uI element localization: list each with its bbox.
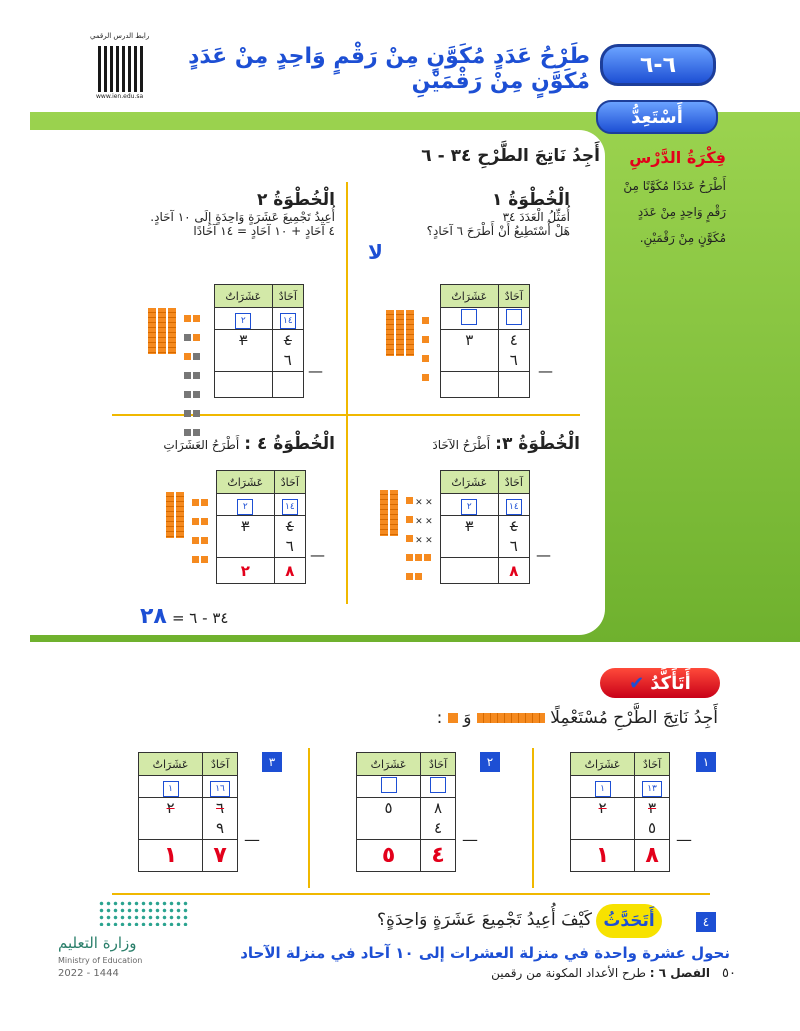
ones-regroup-box xyxy=(430,777,446,793)
ten-rod-icon xyxy=(477,713,545,723)
tens-header: عَشَرَاتٌ xyxy=(215,285,273,308)
check-instruction xyxy=(380,708,718,728)
result-tens: ٢ xyxy=(217,558,275,584)
explore-badge: أَسْتَعِدُّ xyxy=(596,100,718,134)
ones-header: آحَادٌ xyxy=(203,753,238,776)
explore-task: أَجِدُ نَاتِجَ الطَّرْحِ ٣٤ - ٦ xyxy=(421,146,600,166)
unit-cube-icon xyxy=(448,713,458,723)
subtrahend: ٦ xyxy=(498,536,529,558)
ones-digit: ٦ xyxy=(203,798,238,818)
step-2-table xyxy=(214,284,304,398)
tens-digit: ٣ xyxy=(441,516,499,536)
tens-regroup-box: ١ xyxy=(595,781,611,797)
tens-digit: ٣ xyxy=(217,516,275,536)
tens-header: عَشَرَاتٌ xyxy=(571,753,635,776)
lesson-idea-title: فِكْرَةُ الدَّرْسِ xyxy=(629,148,726,167)
result-value: ٢٨ xyxy=(140,604,167,629)
lesson-idea-text: أَطْرَحُ عَدَدًا مُكَوَّنًا مِنْ رَقْمٍ وَاحِدٍ مِنْ عَدَدٍ مُكَوَّنٍ مِنْ رَقْمَيْنِ. xyxy=(623,179,726,245)
tens-digit: ٣ xyxy=(441,330,499,350)
step-4-text: أَطْرَحُ العَشَرَاتِ xyxy=(163,438,240,452)
chapter-footer xyxy=(440,966,710,980)
ones-digit: ٨ xyxy=(421,798,456,818)
ones-header: آحَادٌ xyxy=(272,285,303,308)
ministry-name-en: Ministry of Education xyxy=(58,956,143,965)
exercise-3-number: ٣ xyxy=(262,752,282,772)
answer-ones[interactable]: ٨ xyxy=(635,840,670,872)
exercise-2-number: ٢ xyxy=(480,752,500,772)
tens-header: عَشَرَاتٌ xyxy=(441,285,499,308)
step-1-blocks-icon xyxy=(386,310,429,386)
lesson-title: طَرْحُ عَدَدٍ مُكَوَّنٍ مِنْ رَقْمٍ وَاحِدٍ مِنْ عَدَدٍ مُكَوَّنٍ مِنْ رَقْمَيْنِ xyxy=(188,44,590,94)
chapter-title: طرح الأعداد المكونة من رقمين xyxy=(491,966,646,980)
answer-tens[interactable]: ١ xyxy=(571,840,635,872)
subtrahend: ٩ xyxy=(203,818,238,840)
tens-digit: ٥ xyxy=(357,798,421,818)
page-number: ٥٠ xyxy=(722,966,736,981)
ones-digit: ٤ xyxy=(498,516,529,536)
result-tens xyxy=(441,372,499,398)
minus-sign: — xyxy=(538,362,553,380)
tens-digit: ٣ xyxy=(215,330,273,350)
talk-question: كَيْفَ أُعِيدُ تَجْمِيعَ عَشَرَةٍ وَاحِدَةٍ؟ xyxy=(377,910,592,930)
talk-badge: أَتَحَدَّثُ xyxy=(596,904,662,938)
answer-tens[interactable]: ١ xyxy=(139,840,203,872)
tens-header: عَشَرَاتٌ xyxy=(217,471,275,494)
ones-digit: ٣ xyxy=(635,798,670,818)
ones-header: آحَادٌ xyxy=(498,285,529,308)
grid-vertical-divider xyxy=(346,182,348,604)
result-ones xyxy=(498,372,529,398)
subtrahend: ٦ xyxy=(498,350,529,372)
step-1-answer: لا xyxy=(368,240,383,264)
lesson-idea xyxy=(606,140,726,290)
tens-regroup-box: ٢ xyxy=(237,499,253,515)
and-text: وَ xyxy=(463,708,472,728)
step-2-line2: ٤ آحَادٍ + ١٠ آحَادٍ = ١٤ آحَادًا xyxy=(193,224,335,238)
step-3-text: أَطْرَحُ الآحَادَ xyxy=(432,438,491,452)
tens-digit: ٢ xyxy=(571,798,635,818)
subtrahend: ٤ xyxy=(421,818,456,840)
ministry-name-ar: وزارة التعليم xyxy=(58,934,137,952)
ministry-logo-icon xyxy=(58,900,188,930)
result-ones xyxy=(272,372,303,398)
answer-tens[interactable]: ٥ xyxy=(357,840,421,872)
tens-header: عَشَرَاتٌ xyxy=(441,471,499,494)
step-2-blocks-icon xyxy=(148,308,212,441)
ones-header: آحَادٌ xyxy=(635,753,670,776)
ones-header: آحَادٌ xyxy=(421,753,456,776)
exercise-2-table xyxy=(356,752,456,872)
step-4 xyxy=(140,434,335,454)
step-4-blocks-icon xyxy=(166,492,214,568)
tens-header: عَشَرَاتٌ xyxy=(357,753,421,776)
step-2 xyxy=(130,190,335,238)
result-ones: ٨ xyxy=(274,558,305,584)
tens-digit: ٢ xyxy=(139,798,203,818)
subtrahend: ٦ xyxy=(274,536,305,558)
qr-url: www.ien.edu.sa xyxy=(96,93,144,100)
step-1-title: الْخُطْوَةُ ١ xyxy=(491,190,570,210)
exercise-divider xyxy=(308,748,310,888)
result-lhs: ٣٤ - ٦ = xyxy=(171,609,229,627)
qr-caption: رابط الدرس الرقمي xyxy=(90,32,150,40)
ones-regroup-box xyxy=(506,309,522,325)
tens-regroup-box: ٢ xyxy=(461,499,477,515)
step-1-table xyxy=(440,284,530,398)
step-2-line1: أُعِيدُ تَجْمِيعَ عَشَرَةٍ وَاحِدَةٍ إِلَى ١٠ آحَادٍ. xyxy=(150,210,335,224)
ones-digit: ٤ xyxy=(498,330,529,350)
ones-digit: ٤ xyxy=(274,516,305,536)
instruction-text: أَجِدُ نَاتِجَ الطَّرْحِ مُسْتَعْمِلًا xyxy=(550,708,718,728)
tens-regroup-box xyxy=(461,309,477,325)
step-1 xyxy=(360,190,570,238)
lesson-number-badge: ٦-٦ xyxy=(600,44,716,86)
explore-result xyxy=(140,604,310,629)
tens-regroup-box: ٢ xyxy=(235,313,251,329)
talk-number: ٤ xyxy=(696,912,716,932)
step-3-table xyxy=(440,470,530,584)
exercise-divider xyxy=(532,748,534,888)
subtrahend: ٦ xyxy=(272,350,303,372)
result-tens xyxy=(215,372,273,398)
step-4-table xyxy=(216,470,306,584)
edition-year: 2022 - 1444 xyxy=(58,968,119,979)
subtrahend: ٥ xyxy=(635,818,670,840)
minus-sign: — xyxy=(310,546,325,564)
talk-answer[interactable]: نحول عشرة واحدة في منزلة العشرات إلى ١٠ آحاد في منزلة الآحاد xyxy=(240,944,730,962)
step-1-line1: أُمَثِّلُ الْعَدَدَ ٣٤ xyxy=(502,210,570,224)
ones-header: آحَادٌ xyxy=(274,471,305,494)
exercise-1-table xyxy=(570,752,670,872)
answer-ones[interactable]: ٤ xyxy=(421,840,456,872)
step-4-title: الْخُطْوَةُ ٤ : xyxy=(244,434,335,454)
minus-sign: — xyxy=(244,830,260,849)
ones-digit: ٤ xyxy=(272,330,303,350)
chapter-label: الفصل ٦ : xyxy=(649,966,710,980)
tens-header: عَشَرَاتٌ xyxy=(139,753,203,776)
ones-header: آحَادٌ xyxy=(498,471,529,494)
minus-sign: — xyxy=(308,362,323,380)
step-3 xyxy=(380,434,580,454)
minus-sign: — xyxy=(676,830,692,849)
result-tens xyxy=(441,558,499,584)
exercise-1-number: ١ xyxy=(696,752,716,772)
answer-ones[interactable]: ٧ xyxy=(203,840,238,872)
minus-sign: — xyxy=(536,546,551,564)
step-3-blocks-icon: ✕ ✕✕ ✕✕ ✕ xyxy=(380,490,436,585)
result-ones: ٨ xyxy=(498,558,529,584)
step-2-title: الْخُطْوَةُ ٢ xyxy=(256,190,335,210)
minus-sign: — xyxy=(462,830,478,849)
qr-code-icon[interactable] xyxy=(98,46,144,92)
ones-regroup-box: ١٤ xyxy=(506,499,522,515)
check-mark-icon: ✔ xyxy=(629,672,645,694)
check-badge: ✔ أَتَأَكَّدُ xyxy=(600,668,720,698)
tens-regroup-box xyxy=(381,777,397,793)
exercise-3-table xyxy=(138,752,238,872)
ones-regroup-box: ١٣ xyxy=(642,781,662,797)
step-3-title: الْخُطْوَةُ ٣: xyxy=(495,434,580,454)
ones-regroup-box: ١٤ xyxy=(282,499,298,515)
exercise-bottom-line xyxy=(112,893,710,895)
tens-regroup-box: ١ xyxy=(163,781,179,797)
colon-text: : xyxy=(436,708,443,728)
ones-regroup-box: ١٦ xyxy=(210,781,230,797)
step-1-line2: هَلْ أَسْتَطِيعُ أَنْ أَطْرَحَ ٦ آحَادٍ؟ xyxy=(426,224,570,238)
ones-regroup-box: ١٤ xyxy=(280,313,296,329)
